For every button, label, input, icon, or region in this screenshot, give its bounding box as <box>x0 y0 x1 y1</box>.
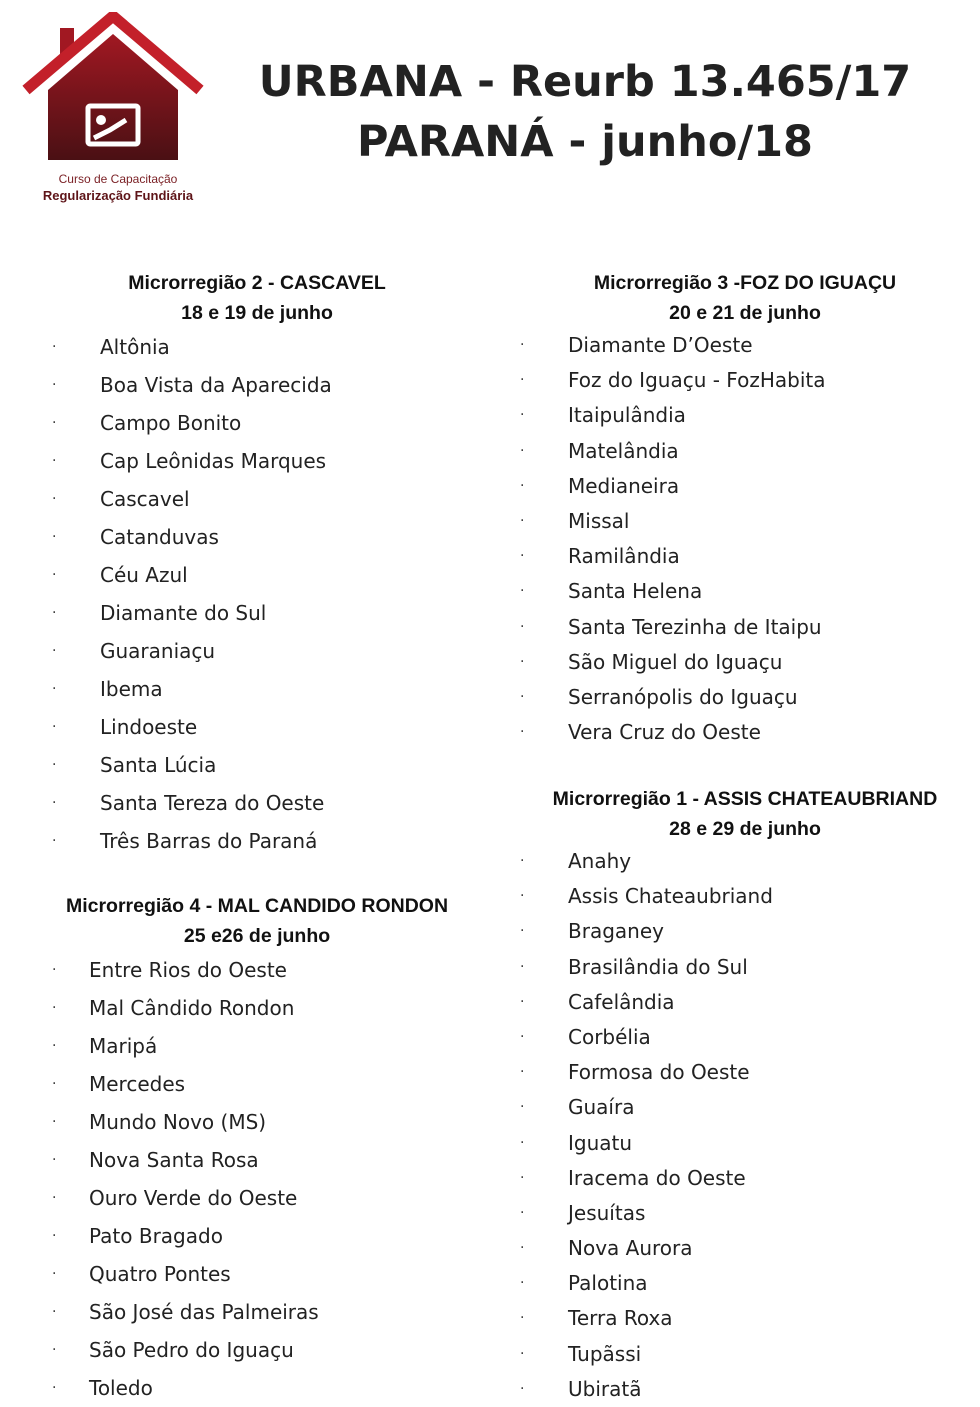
bullet-icon: · <box>52 757 57 773</box>
list-item <box>52 556 462 594</box>
bullet-icon: · <box>52 1038 57 1054</box>
municipality-name: Ramilândia <box>568 544 680 569</box>
municipality-name: Corbélia <box>568 1024 651 1049</box>
list-item <box>52 989 462 1027</box>
list-item <box>520 1055 970 1090</box>
list-item <box>52 1217 462 1255</box>
bullet-icon: · <box>52 1266 57 1282</box>
bullet-icon: · <box>52 453 57 469</box>
bullet-icon: · <box>520 407 525 424</box>
municipality-name: Santa Terezinha de Itaipu <box>568 614 822 639</box>
municipality-name: Campo Bonito <box>100 411 242 435</box>
section-foz <box>520 268 970 750</box>
municipality-name: Medianeira <box>568 473 680 498</box>
municipality-name: Ouro Verde do Oeste <box>89 1186 298 1210</box>
municipality-name: Nova Santa Rosa <box>89 1148 259 1172</box>
municipality-name: Nova Aurora <box>568 1236 693 1261</box>
municipality-name: Palotina <box>568 1271 648 1296</box>
bullet-icon: · <box>520 853 525 869</box>
list-item <box>52 1027 462 1065</box>
bullet-icon: · <box>520 923 525 940</box>
municipality-name: Cap Leônidas Marques <box>100 449 327 473</box>
municipality-name: Brasilândia do Sul <box>568 954 748 979</box>
municipality-name: São Miguel do Iguaçu <box>568 649 783 674</box>
list-item <box>520 1126 970 1161</box>
municipality-name: Santa Helena <box>568 579 703 604</box>
municipality-name: Itaipulândia <box>568 403 686 428</box>
list-item <box>520 879 970 914</box>
bullet-icon: · <box>52 339 57 355</box>
bullet-icon: · <box>520 888 525 905</box>
list-item <box>520 504 970 539</box>
bullet-icon: · <box>520 1240 525 1257</box>
section-dates: 25 e26 de junho <box>183 925 331 947</box>
list-item <box>52 366 462 404</box>
bullet-icon: · <box>520 688 525 705</box>
municipality-name: Cafelândia <box>568 989 675 1014</box>
list-item <box>520 1161 970 1196</box>
list-item <box>520 1090 970 1125</box>
municipality-name: Maripá <box>89 1034 158 1058</box>
municipality-name: Serranópolis do Iguaçu <box>568 684 798 709</box>
bullet-icon: · <box>52 1076 57 1092</box>
municipality-list <box>520 328 970 750</box>
list-item <box>520 1266 970 1301</box>
bullet-icon: · <box>52 1000 57 1016</box>
bullet-icon: · <box>52 605 57 621</box>
municipality-name: São José das Palmeiras <box>89 1300 319 1324</box>
section-dates: 20 e 21 de junho <box>669 302 821 324</box>
municipality-name: Assis Chateaubriand <box>568 884 773 909</box>
municipality-name: Diamante D’Oeste <box>568 333 753 357</box>
bullet-icon: · <box>520 1064 525 1081</box>
list-item <box>52 1255 462 1293</box>
municipality-name: São Pedro do Iguaçu <box>89 1338 294 1362</box>
bullet-icon: · <box>52 491 57 507</box>
list-item <box>520 645 970 680</box>
section-assis <box>520 784 970 1407</box>
municipality-name: Anahy <box>568 849 632 873</box>
bullet-icon: · <box>52 1342 57 1358</box>
list-item <box>520 574 970 609</box>
bullet-icon: · <box>520 1380 525 1397</box>
list-item <box>52 442 462 480</box>
bullet-icon: · <box>52 1114 57 1130</box>
section-dates: 18 e 19 de junho <box>181 302 333 324</box>
municipality-name: Catanduvas <box>100 525 219 549</box>
section-heading: Microrregião 1 - ASSIS CHATEAUBRIAND <box>552 788 938 810</box>
municipality-name: Ubiratã <box>568 1376 642 1401</box>
municipality-name: Mal Cândido Rondon <box>89 996 295 1020</box>
bullet-icon: · <box>520 512 525 529</box>
section-heading: Microrregião 2 - CASCAVEL <box>128 272 386 294</box>
municipality-name: Guaíra <box>568 1095 635 1120</box>
municipality-name: Mercedes <box>89 1072 186 1096</box>
municipality-name: Iracema do Oeste <box>568 1165 746 1190</box>
list-item <box>52 822 462 860</box>
municipality-name: Ibema <box>100 677 163 701</box>
municipality-name: Diamante do Sul <box>100 601 267 625</box>
bullet-icon: · <box>520 1099 525 1116</box>
list-item <box>52 670 462 708</box>
title-line-1: URBANA - Reurb 13.465/17 <box>258 57 912 107</box>
bullet-icon: · <box>52 1152 57 1168</box>
municipality-name: Jesuítas <box>568 1200 646 1225</box>
municipality-name: Missal <box>568 508 630 533</box>
list-item <box>52 404 462 442</box>
municipality-list <box>52 328 462 860</box>
bullet-icon: · <box>52 643 57 659</box>
bullet-icon: · <box>52 377 57 393</box>
list-item <box>520 914 970 949</box>
bullet-icon: · <box>520 477 525 494</box>
list-item <box>52 1179 462 1217</box>
list-item <box>52 1331 462 1369</box>
list-item <box>52 746 462 784</box>
list-item <box>52 1369 462 1407</box>
list-item <box>520 1337 970 1372</box>
municipality-name: Vera Cruz do Oeste <box>568 720 761 745</box>
bullet-icon: · <box>520 993 525 1010</box>
municipality-name: Foz do Iguaçu - FozHabita <box>568 368 826 393</box>
list-item <box>520 398 970 433</box>
bullet-icon: · <box>520 1204 525 1221</box>
list-item <box>520 1196 970 1231</box>
list-item <box>520 844 970 879</box>
bullet-icon: · <box>52 415 57 431</box>
bullet-icon: · <box>52 795 57 811</box>
bullet-icon: · <box>52 962 57 978</box>
list-item <box>520 363 970 398</box>
list-item <box>520 985 970 1020</box>
bullet-icon: · <box>52 833 57 849</box>
section-dates: 28 e 29 de junho <box>669 818 821 840</box>
bullet-icon: · <box>520 372 525 389</box>
bullet-icon: · <box>52 567 57 583</box>
bullet-icon: · <box>520 1169 525 1186</box>
municipality-name: Pato Bragado <box>89 1224 223 1248</box>
bullet-icon: · <box>520 724 525 741</box>
list-item <box>520 1372 970 1407</box>
list-item <box>52 328 462 366</box>
list-item <box>520 328 970 363</box>
bullet-icon: · <box>520 1310 525 1327</box>
bullet-icon: · <box>52 529 57 545</box>
list-item <box>52 518 462 556</box>
municipality-name: Lindoeste <box>100 715 198 739</box>
bullet-icon: · <box>520 442 525 459</box>
logo-tagline-bold: Regularização Fundiária <box>42 188 194 203</box>
municipality-name: Terra Roxa <box>568 1306 673 1331</box>
list-item <box>52 708 462 746</box>
section-rondon <box>52 891 462 1407</box>
municipality-name: Quatro Pontes <box>89 1262 231 1286</box>
municipality-name: Guaraniaçu <box>100 639 216 663</box>
list-item <box>520 680 970 715</box>
list-item <box>520 715 970 750</box>
municipality-name: Santa Lúcia <box>100 753 217 777</box>
bullet-icon: · <box>520 653 525 670</box>
municipality-list <box>52 951 462 1407</box>
municipality-name: Iguatu <box>568 1130 633 1155</box>
list-item <box>52 1065 462 1103</box>
municipality-name: Entre Rios do Oeste <box>89 958 287 982</box>
list-item <box>520 950 970 985</box>
bullet-icon: · <box>52 1190 57 1206</box>
list-item <box>52 480 462 518</box>
section-heading: Microrregião 4 - MAL CANDIDO RONDON <box>65 895 449 917</box>
page-title <box>250 52 920 172</box>
municipality-list <box>520 844 970 1407</box>
bullet-icon: · <box>520 548 525 565</box>
bullet-icon: · <box>520 583 525 600</box>
bullet-icon: · <box>520 958 525 975</box>
list-item <box>520 539 970 574</box>
bullet-icon: · <box>52 1380 57 1396</box>
list-item <box>520 1231 970 1266</box>
municipality-name: Matelândia <box>568 438 679 463</box>
section-cascavel <box>52 268 462 860</box>
bullet-icon: · <box>52 1304 57 1320</box>
list-item <box>52 784 462 822</box>
list-item <box>52 951 462 989</box>
municipality-name: Formosa do Oeste <box>568 1060 750 1085</box>
logo-tagline-small: Curso de Capacitação <box>58 172 178 186</box>
municipality-name: Boa Vista da Aparecida <box>100 373 332 397</box>
title-line-2: PARANÁ - junho/18 <box>357 117 813 167</box>
list-item <box>520 610 970 645</box>
list-item <box>520 1301 970 1336</box>
municipality-name: Tupãssi <box>568 1341 642 1366</box>
bullet-icon: · <box>52 681 57 697</box>
bullet-icon: · <box>520 1028 525 1045</box>
list-item <box>52 1141 462 1179</box>
municipality-name: Mundo Novo (MS) <box>89 1110 267 1134</box>
house-logo-icon <box>18 12 208 172</box>
municipality-name: Três Barras do Paraná <box>100 829 318 853</box>
bullet-icon: · <box>520 618 525 635</box>
section-heading: Microrregião 3 -FOZ DO IGUAÇU <box>593 272 897 294</box>
bullet-icon: · <box>520 1345 525 1362</box>
municipality-name: Toledo <box>89 1376 153 1400</box>
logo <box>18 12 208 212</box>
municipality-name: Altônia <box>100 335 170 359</box>
bullet-icon: · <box>52 1228 57 1244</box>
list-item <box>52 1293 462 1331</box>
list-item <box>52 1103 462 1141</box>
list-item <box>520 1020 970 1055</box>
municipality-name: Santa Tereza do Oeste <box>100 791 325 815</box>
bullet-icon: · <box>520 337 525 353</box>
list-item <box>52 594 462 632</box>
bullet-icon: · <box>520 1275 525 1292</box>
list-item <box>520 469 970 504</box>
municipality-name: Cascavel <box>100 487 190 511</box>
municipality-name: Céu Azul <box>100 563 188 587</box>
list-item <box>52 632 462 670</box>
bullet-icon: · <box>520 1134 525 1151</box>
list-item <box>520 434 970 469</box>
bullet-icon: · <box>52 719 57 735</box>
municipality-name: Braganey <box>568 919 664 944</box>
